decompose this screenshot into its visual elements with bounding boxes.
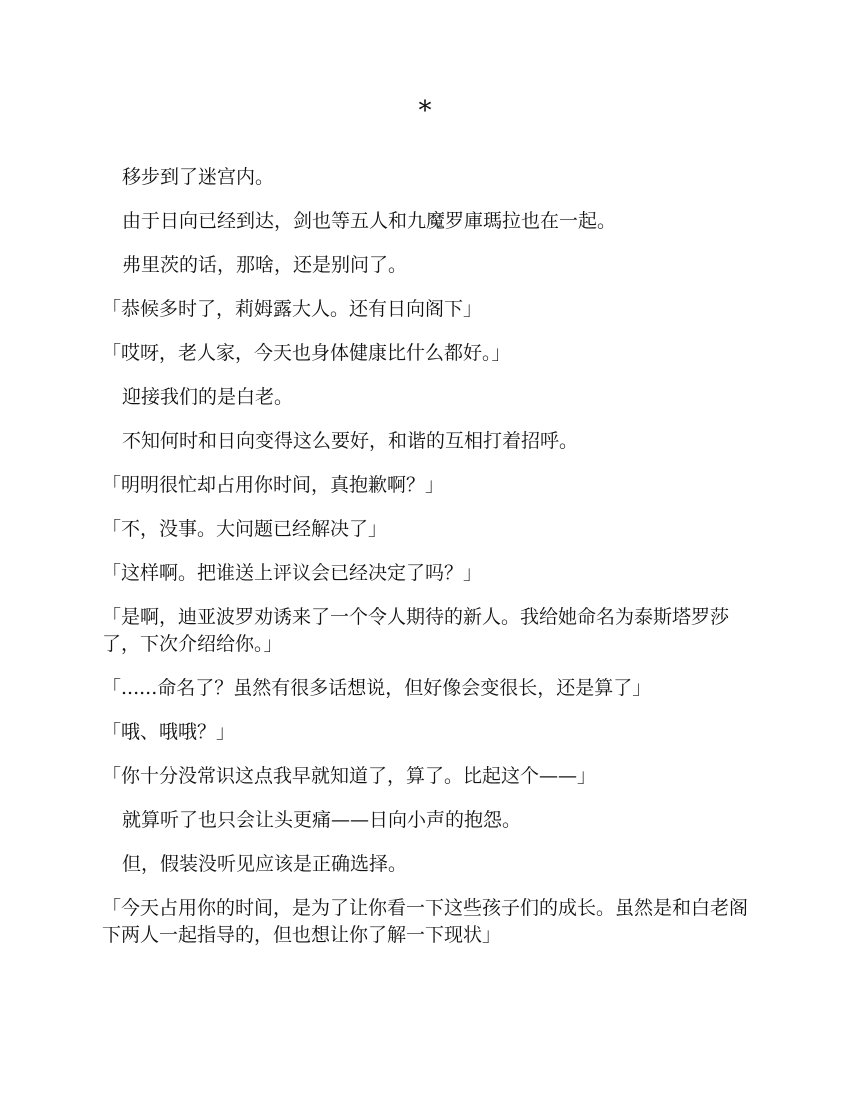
dialogue-paragraph: 「是啊，迪亚波罗劝诱来了一个令人期待的新人。我给她命名为泰斯塔罗莎了，下次介绍给你。」 <box>102 606 730 655</box>
document-body <box>102 164 750 966</box>
narration-paragraph: 由于日向已经到达，剑也等五人和九魔罗庫瑪拉也在一起。 <box>122 210 617 232</box>
dialogue-paragraph: 「不，没事。大问题已经解决了」 <box>102 518 388 540</box>
dialogue-paragraph: 「这样啊。把谁送上评议会已经决定了吗？」 <box>102 562 483 584</box>
dialogue-paragraph: 「今天占用你的时间，是为了让你看一下这些孩子们的成长。虽然是和白老阁下两人一起指导的，但也想让你了解一下现状」 <box>102 897 749 946</box>
dialogue-paragraph: 「明明很忙却占用你时间，真抱歉啊？」 <box>102 474 445 496</box>
dialogue-paragraph: 「哎呀，老人家，今天也身体健康比什么都好。」 <box>102 342 511 364</box>
dialogue-paragraph: 「......命名了？虽然有很多话想说，但好像会变很长，还是算了」 <box>102 677 652 699</box>
section-separator: * <box>418 96 432 126</box>
narration-paragraph: 不知何时和日向变得这么要好，和谐的互相打着招呼。 <box>122 430 579 452</box>
narration-paragraph: 移步到了迷宫内。 <box>122 166 275 188</box>
dialogue-paragraph: 「恭候多时了，莉姆露大人。还有日向阁下」 <box>102 298 483 320</box>
narration-paragraph: 弗里茨的话，那啥，还是别问了。 <box>122 254 408 276</box>
narration-paragraph: 就算听了也只会让头更痛——日向小声的抱怨。 <box>122 809 522 831</box>
dialogue-paragraph: 「哦、哦哦？」 <box>102 721 236 743</box>
dialogue-paragraph: 「你十分没常识这点我早就知道了，算了。比起这个——」 <box>102 765 597 787</box>
narration-paragraph: 但，假装没听见应该是正确选择。 <box>122 853 408 875</box>
narration-paragraph: 迎接我们的是白老。 <box>122 386 294 408</box>
